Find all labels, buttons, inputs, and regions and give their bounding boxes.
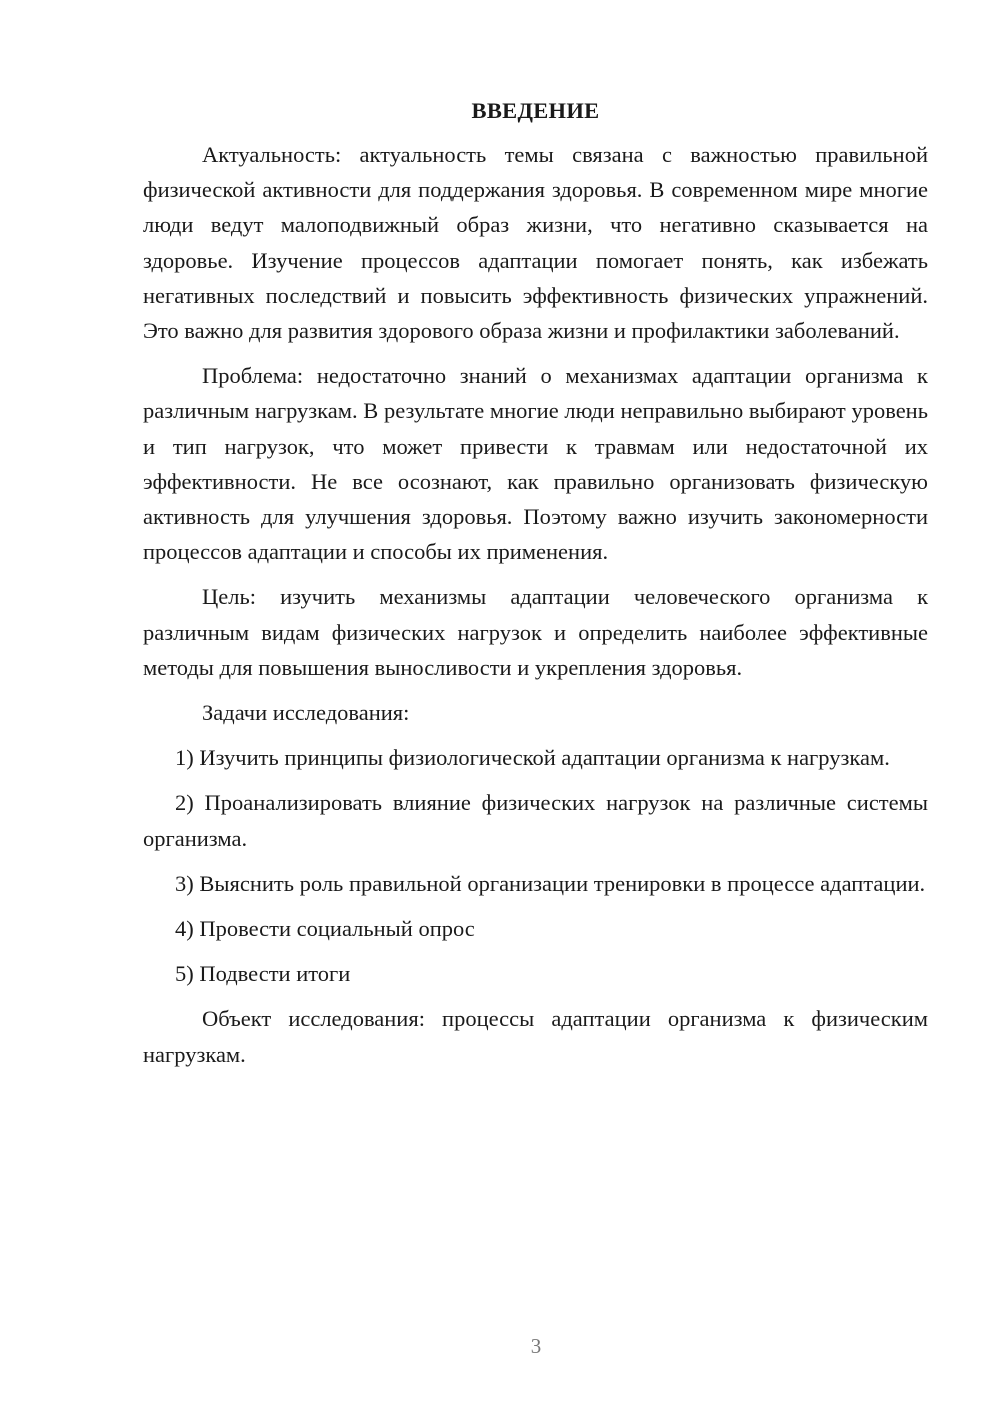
list-item: 3) Выяснить роль правильной организации тренировки в процессе адаптации. bbox=[175, 870, 926, 896]
list-item: 5) Подвести итоги bbox=[175, 961, 351, 987]
tasks-heading: Задачи исследования: bbox=[202, 700, 410, 726]
problem-paragraph: Проблема: недостаточно знаний о механизмах адаптации организма к различным нагрузкам. В результате многие люди неправильно выбирают уровень и тип нагрузок, что может привести к травмам или недостаточной их эффективности. Не все осознают, как правильно организовать физическую активность для улучшения здоровья. Поэтому важно изучить закономерности процессов адаптации и способы их применения. bbox=[143, 363, 928, 565]
relevance-paragraph: Актуальность: актуальность темы связана с важностью правильной физической активности для поддержания здоровья. В современном мире многие люди ведут малоподвижный образ жизни, что негативно сказывается на здоровье. Изучение процессов адаптации помогает понять, как избежать негативных последствий и повысить эффективность физических упражнений. Это важно для развития здорового образа жизни и профилактики заболеваний. bbox=[143, 142, 928, 344]
tasks-list bbox=[143, 740, 928, 991]
list-item: 1) Изучить принципы физиологической адаптации организма к нагрузкам. bbox=[175, 745, 890, 771]
document-page bbox=[143, 95, 928, 1072]
page-number: 3 bbox=[530, 1334, 542, 1358]
list-item: 2) Проанализировать влияние физических нагрузок на различные системы организма. bbox=[143, 790, 928, 851]
goal-paragraph: Цель: изучить механизмы адаптации человеческого организма к различным видам физических нагрузок и определить наиболее эффективные методы для повышения выносливости и укрепления здоровья. bbox=[143, 584, 928, 680]
object-paragraph: Объект исследования: процессы адаптации организма к физическим нагрузкам. bbox=[143, 1006, 928, 1067]
section-title: ВВЕДЕНИЕ bbox=[471, 98, 600, 123]
list-item: 4) Провести социальный опрос bbox=[175, 916, 475, 942]
